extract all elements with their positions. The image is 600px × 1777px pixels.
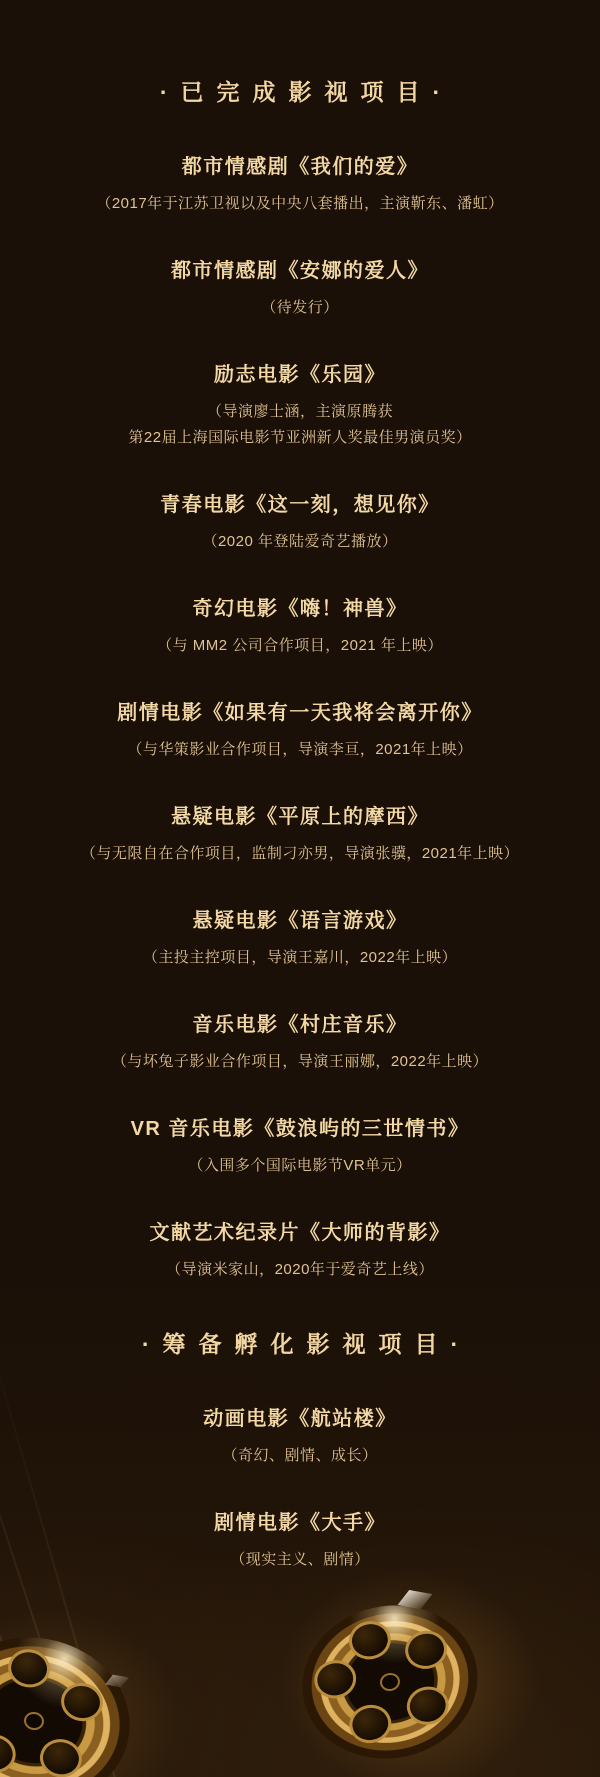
project-item [0, 906, 600, 971]
project-title: VR 音乐电影《鼓浪屿的三世情书》 [130, 1118, 470, 1140]
project-title: 都市情感剧《安娜的爱人》 [171, 260, 429, 282]
project-note: （与华策影业合作项目，导演李亘，2021年上映） [127, 741, 473, 758]
section-header-upcoming: ·筹备孵化影视项目· [141, 1331, 472, 1357]
project-note: （入围多个国际电影节VR单元） [188, 1157, 412, 1174]
project-title: 励志电影《乐园》 [214, 364, 386, 386]
project-item [0, 1404, 600, 1469]
project-note: 第22届上海国际电影节亚洲新人奖最佳男演员奖） [128, 429, 472, 446]
project-item [0, 360, 600, 451]
project-note: （与 MM2 公司合作项目，2021 年上映） [157, 637, 443, 654]
project-title: 剧情电影《大手》 [214, 1512, 386, 1534]
project-title: 都市情感剧《我们的爱》 [181, 156, 419, 178]
project-item [0, 152, 600, 217]
project-title: 奇幻电影《嗨！神兽》 [192, 598, 408, 620]
project-item [0, 1508, 600, 1573]
project-note: （主投主控项目，导演王嘉川，2022年上映） [142, 949, 458, 966]
project-item [0, 802, 600, 867]
project-title: 音乐电影《村庄音乐》 [192, 1014, 408, 1036]
project-note: （与坏兔子影业合作项目，导演王丽娜，2022年上映） [111, 1053, 489, 1070]
project-item [0, 698, 600, 763]
project-note: （导演廖士涵，主演原腾获 [206, 403, 393, 420]
project-note: （2017年于江苏卫视以及中央八套播出，主演靳东、潘虹） [96, 195, 504, 212]
project-item [0, 1114, 600, 1179]
project-title: 动画电影《航站楼》 [203, 1408, 397, 1430]
project-title: 剧情电影《如果有一天我将会离开你》 [117, 702, 483, 724]
project-item [0, 256, 600, 321]
project-note: （待发行） [261, 299, 339, 316]
project-note: （2020 年登陆爱奇艺播放） [202, 533, 398, 550]
project-item [0, 1218, 600, 1283]
project-item [0, 594, 600, 659]
project-note: （现实主义、剧情） [230, 1551, 370, 1568]
project-item [0, 490, 600, 555]
project-title: 文献艺术纪录片《大师的背影》 [149, 1222, 451, 1244]
project-note: （奇幻、剧情、成长） [222, 1447, 378, 1464]
project-note: （与无限自在合作项目，监制刁亦男，导演张骥，2021年上映） [80, 845, 520, 862]
project-note: （导演米家山，2020年于爱奇艺上线） [166, 1261, 434, 1278]
project-title: 悬疑电影《平原上的摩西》 [171, 806, 429, 828]
project-title: 青春电影《这一刻，想见你》 [160, 494, 440, 516]
section-header-completed: ·已完成影视项目· [159, 79, 454, 105]
project-item [0, 1010, 600, 1075]
project-title: 悬疑电影《语言游戏》 [192, 910, 408, 932]
